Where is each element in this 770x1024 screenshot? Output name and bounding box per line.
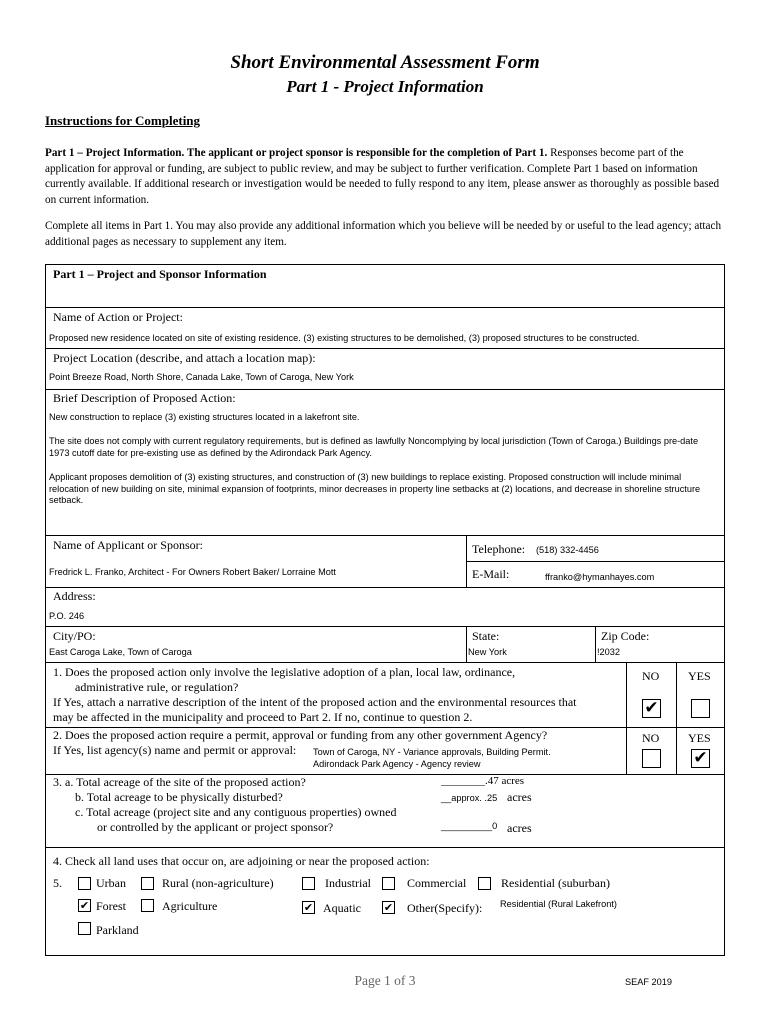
q2-no-label: NO <box>642 731 660 745</box>
q3b-label: b. Total acreage to be physically disturbed? <box>75 790 283 804</box>
location-label: Project Location (describe, and attach a location map): <box>53 351 316 365</box>
description-p3[interactable]: Applicant proposes demolition of (3) existing structures, and construction of (3) new buildings to replace existing. Proposed construction will include minimal relocation of new building on site, minimal expansion of footprints, minor decreases in property line setbacks at (2) locations, and decrease in shoreline structure setback. <box>49 472 701 505</box>
q2-yes-checkbox[interactable]: ✔ <box>691 749 710 768</box>
q1-yes-checkbox[interactable] <box>691 699 710 718</box>
zip-label: Zip Code: <box>601 629 650 643</box>
industrial-checkbox[interactable] <box>302 877 315 890</box>
q3c-unit: acres <box>507 821 532 835</box>
address-field[interactable]: P.O. 246 <box>49 611 85 621</box>
state-field[interactable]: New York <box>468 647 507 657</box>
city-label: City/PO: <box>53 629 96 643</box>
instructions-paragraph-1 <box>45 146 730 208</box>
urban-label: Urban <box>96 876 126 890</box>
residential-label: Residential (suburban) <box>501 876 610 890</box>
aquatic-label: Aquatic <box>323 901 361 915</box>
forest-label: Forest <box>96 899 126 913</box>
description-p1[interactable]: New construction to replace (3) existing structures located in a lakefront site. <box>49 412 360 422</box>
rural-label: Rural (non-agriculture) <box>162 876 274 890</box>
q3c-field[interactable]: __________0 <box>441 821 498 831</box>
q3a-field[interactable]: ________.47 acres <box>441 775 525 787</box>
rural-checkbox[interactable] <box>141 877 154 890</box>
city-field[interactable]: East Caroga Lake, Town of Caroga <box>49 647 192 657</box>
other-label: Other(Specify): <box>407 901 483 915</box>
forest-checkbox[interactable]: ✔ <box>79 899 90 912</box>
q1-line4: may be affected in the municipality and proceed to Part 2. If no, continue to question 2. <box>53 710 473 724</box>
instructions-p1-bold: Part 1 – Project Information. The applicant or project sponsor is responsible for the completion of Part 1. <box>45 147 548 159</box>
q1-yes-label: YES <box>688 669 711 683</box>
section-title: Part 1 – Project and Sponsor Information <box>53 267 267 281</box>
q2-yes-label: YES <box>688 731 711 745</box>
q4-label: 4. Check all land uses that occur on, are adjoining or near the proposed action: <box>53 854 430 868</box>
agriculture-checkbox[interactable] <box>141 899 154 912</box>
q2-line2: If Yes, list agency(s) name and permit or approval: <box>53 743 297 757</box>
parkland-checkbox[interactable] <box>78 922 91 935</box>
page-number: Page 1 of 3 <box>354 973 416 988</box>
residential-checkbox[interactable] <box>478 877 491 890</box>
location-field[interactable]: Point Breeze Road, North Shore, Canada Lake, Town of Caroga, New York <box>49 372 354 382</box>
name-label: Name of Action or Project: <box>53 310 183 324</box>
commercial-label: Commercial <box>407 876 467 890</box>
form-title: Short Environmental Assessment Form <box>230 52 540 73</box>
urban-checkbox[interactable] <box>78 877 91 890</box>
applicant-field[interactable]: Fredrick L. Franko, Architect - For Owners Robert Baker/ Lorraine Mott <box>49 567 336 577</box>
description-label: Brief Description of Proposed Action: <box>53 391 236 405</box>
form-box <box>45 264 725 956</box>
q1-no-label: NO <box>642 669 660 683</box>
description-p2[interactable]: The site does not comply with current regulatory requirements, but is defined as lawfully Noncomplying by local jurisdiction (Town of Caroga.) Buildings pre-date 1973 cutoff date for pre-existing use as defined by the Adirondack Park Agency. <box>49 436 699 458</box>
q3c-label-2: or controlled by the applicant or project sponsor? <box>97 820 334 834</box>
q2-agency-field-2[interactable]: Adirondack Park Agency - Agency review <box>313 759 481 769</box>
q1-no-checkbox[interactable]: ✔ <box>642 699 661 718</box>
instructions-p1-rest: Responses become part of the application for approval or funding, are subject to public review, and may be subject to further verification. Complete Part 1 based on information currently available. If additional research or investigation would be needed to fully respond to any item, please answer as thoroughly as possible based on current information. <box>45 147 720 206</box>
email-field[interactable]: ffranko@hymanhayes.com <box>545 572 655 582</box>
q1-line3: If Yes, attach a narrative description of the intent of the proposed action and the environmental resources that <box>53 695 577 709</box>
name-field[interactable]: Proposed new residence located on site of existing residence. (3) existing structures to be demolished, (3) proposed structures to be constructed. <box>49 333 640 343</box>
aquatic-checkbox[interactable]: ✔ <box>303 901 314 914</box>
form-subtitle: Part 1 - Project Information <box>286 77 484 96</box>
q2-no-checkbox[interactable] <box>642 749 661 768</box>
q5-number: 5. <box>53 876 62 890</box>
form-id: SEAF 2019 <box>625 977 672 987</box>
agriculture-label: Agriculture <box>162 899 218 913</box>
industrial-label: Industrial <box>325 876 371 890</box>
other-checkbox[interactable]: ✔ <box>383 901 394 914</box>
q1-line1: 1. Does the proposed action only involve the legislative adoption of a plan, local law, ordinance, <box>53 665 516 679</box>
q3b-field[interactable]: __approx. .25 <box>441 793 498 803</box>
q2-line1: 2. Does the proposed action require a permit, approval or funding from any other government Agency? <box>53 728 548 742</box>
q3b-unit: acres <box>507 790 532 804</box>
q3c-label-1: c. Total acreage (project site and any contiguous properties) owned <box>75 805 397 819</box>
q3a-label: 3. a. Total acreage of the site of the proposed action? <box>53 775 306 789</box>
zip-field[interactable]: !2032 <box>597 647 620 657</box>
applicant-label: Name of Applicant or Sponsor: <box>53 538 203 552</box>
email-label: E-Mail: <box>472 567 510 581</box>
state-label: State: <box>472 629 500 643</box>
instructions-paragraph-2: Complete all items in Part 1. You may also provide any additional information which you believe will be needed by or useful to the lead agency; attach additional pages as necessary to supplement any item. <box>45 220 722 248</box>
q2-agency-field-1[interactable]: Town of Caroga, NY - Variance approvals, Building Permit. <box>313 747 551 757</box>
commercial-checkbox[interactable] <box>382 877 395 890</box>
telephone-field[interactable]: (518) 332-4456 <box>536 545 599 555</box>
other-field[interactable]: Residential (Rural Lakefront) <box>500 899 617 909</box>
telephone-label: Telephone: <box>472 542 526 556</box>
parkland-label: Parkland <box>96 923 139 937</box>
address-label: Address: <box>53 589 96 603</box>
instructions-heading: Instructions for Completing <box>45 113 201 128</box>
q1-line2: administrative rule, or regulation? <box>75 680 239 694</box>
